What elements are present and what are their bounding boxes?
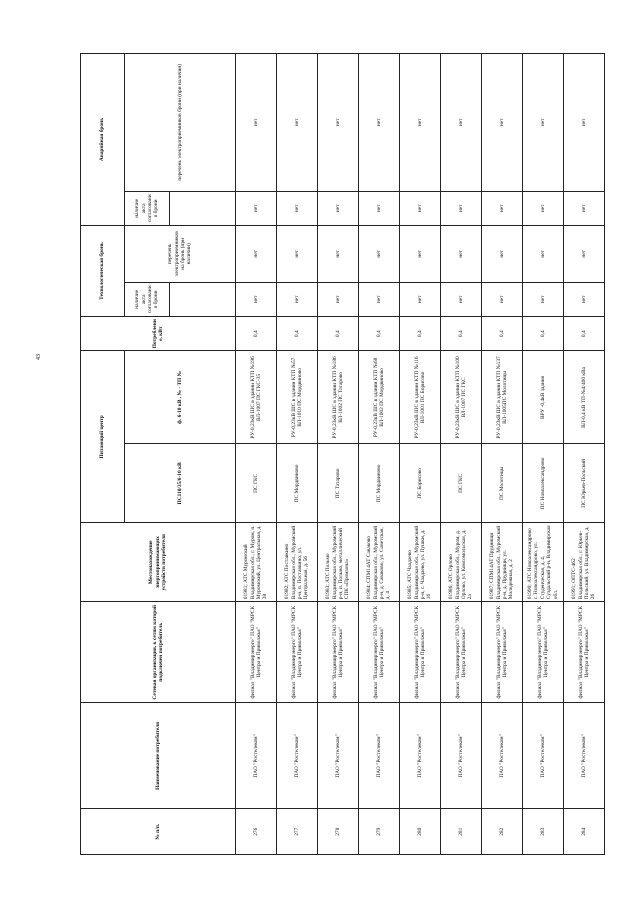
header-emergency-armor: Аварийная бронь bbox=[81, 54, 125, 226]
emergency-act: нет bbox=[523, 191, 564, 225]
power-value: 0,4 bbox=[318, 317, 359, 351]
network-org: филиал "Владимирэнерго" ПАО "МРСК Центра и Приволжья" bbox=[482, 602, 523, 703]
emergency-act: нет bbox=[318, 191, 359, 225]
tech-act: нет bbox=[564, 282, 605, 316]
header-feed-center: Питающий центр bbox=[81, 351, 125, 523]
tech-act: нет bbox=[482, 282, 523, 316]
table-row bbox=[482, 54, 523, 855]
location: 01985; АТС Чаадаево Владимирская обл., Муромский р-н, с. Чаадаево, ул. Пушки, д. 16 bbox=[400, 523, 441, 602]
location: 01990; АТС Новоалександрово с. Новоалександрово, ул. Студенческая, д. 4, Суздальский р-н, Владимирская обл. bbox=[523, 523, 564, 602]
header-num: № п/п. bbox=[81, 809, 236, 855]
network-org: филиал "Владимирэнерго" ПАО "МРСК Центра и Приволжья" bbox=[441, 602, 482, 703]
row-number: 283 bbox=[523, 809, 564, 855]
header-receivers-list-2: перечень электроприемников брони (при наличии) bbox=[125, 54, 236, 192]
feeder-line: РУ-0,23кВ ШС в здании КТП №57 ВЛ-1010 ПС Мордвиново bbox=[277, 351, 318, 444]
emergency-receivers: нет bbox=[400, 54, 441, 192]
tech-receivers: нет bbox=[482, 226, 523, 283]
power-value: 0,4 bbox=[400, 317, 441, 351]
row-number: 281 bbox=[441, 809, 482, 855]
tech-receivers: нет bbox=[318, 226, 359, 283]
header-receivers-list: перечень электроприемников на бронь (при наличии) bbox=[125, 226, 236, 283]
ps-name: ПС Юрьев-Польский bbox=[564, 444, 605, 523]
emergency-receivers: нет bbox=[236, 54, 277, 192]
header-location: Местонахождение энергопринимающих устройств потребителя bbox=[81, 523, 236, 602]
consumer-name: ПАО "Ростелеком" bbox=[277, 703, 318, 809]
ps-name: ПС Молотицы bbox=[482, 444, 523, 523]
feeder-line: РУ-0,23кВ ШС в здании КТП №68 ВЛ-1002 ПС Мордвиново bbox=[359, 351, 400, 444]
header-row-1 bbox=[81, 54, 125, 855]
tech-receivers: нет bbox=[359, 226, 400, 283]
consumer-name: ПАО "Ростелеком" bbox=[441, 703, 482, 809]
power-value: 0,4 bbox=[236, 317, 277, 351]
row-number: 277 bbox=[277, 809, 318, 855]
tech-act: нет bbox=[441, 282, 482, 316]
tech-act: нет bbox=[523, 282, 564, 316]
rotated-table-wrapper bbox=[80, 53, 597, 855]
ps-name: ПС Татарово bbox=[318, 444, 359, 523]
emergency-act: нет bbox=[482, 191, 523, 225]
ps-name: ПС Мордвиново bbox=[359, 444, 400, 523]
feeder-line: РУ-0,23кВ ШС в здании КТП №186 ВЛ-1002 ПС Татарово bbox=[318, 351, 359, 444]
emergency-receivers: нет bbox=[277, 54, 318, 192]
tech-act: нет bbox=[400, 282, 441, 316]
tech-receivers: нет bbox=[236, 226, 277, 283]
ps-name: ПС ГКС bbox=[236, 444, 277, 523]
emergency-receivers: нет bbox=[482, 54, 523, 192]
row-number: 280 bbox=[400, 809, 441, 855]
emergency-receivers: нет bbox=[318, 54, 359, 192]
feeder-line: ВРУ -0,4кВ здания bbox=[523, 351, 564, 444]
consumer-name: ПАО "Ростелеком" bbox=[564, 703, 605, 809]
header-power: Потребление, кВт bbox=[81, 317, 236, 351]
header-spacer bbox=[170, 191, 236, 225]
network-org: филиал "Владимирэнерго" ПАО "МРСК Центра и Приволжья" bbox=[400, 602, 441, 703]
row-number: 282 bbox=[482, 809, 523, 855]
feeder-line: РУ-0,23кВ ШС в здании КТП №116 ВЛ-1001 ПС Борисово bbox=[400, 351, 441, 444]
emergency-act: нет bbox=[564, 191, 605, 225]
page-number: 43 bbox=[36, 354, 42, 360]
tech-receivers: нет bbox=[564, 226, 605, 283]
emergency-receivers: нет bbox=[564, 54, 605, 192]
ps-name: ПС Новоалександрово bbox=[523, 444, 564, 523]
header-act-presence-2: наличие акта согласования брони bbox=[125, 191, 170, 225]
network-org: филиал "Владимирэнерго" ПАО "МРСК Центра и Приволжья" bbox=[564, 602, 605, 703]
power-value: 0,4 bbox=[359, 317, 400, 351]
row-number: 284 bbox=[564, 809, 605, 855]
tech-act: нет bbox=[236, 282, 277, 316]
tech-receivers: нет bbox=[400, 226, 441, 283]
network-org: филиал "Владимирэнерго" ПАО "МРСК Центра и Приволжья" bbox=[359, 602, 400, 703]
row-number: 279 bbox=[359, 809, 400, 855]
power-value: 0,4 bbox=[523, 317, 564, 351]
header-tech-armor: Технологическая бронь bbox=[81, 226, 125, 317]
ps-name: ПС Борисово bbox=[400, 444, 441, 523]
location: 01982; АТС Поставкино Владимирская обл., Муромский р-н, п. Поставкино, ул. Центральная, д. 56 bbox=[277, 523, 318, 602]
row-number: 276 bbox=[236, 809, 277, 855]
header-line-level: ф. 6-10 кВ , № - ТП № bbox=[125, 351, 236, 444]
tech-receivers: нет bbox=[441, 226, 482, 283]
header-ps-level: ПС110/35/6-10 кВ bbox=[125, 444, 236, 523]
location: 01981; АТС Муромский Владимирская обл., г. Муром, п. Муромский, ул. Центральная, д. 38 bbox=[236, 523, 277, 602]
tech-act: нет bbox=[359, 282, 400, 316]
table-row bbox=[564, 54, 605, 855]
table-row bbox=[236, 54, 277, 855]
power-value: 0,4 bbox=[277, 317, 318, 351]
table-row bbox=[441, 54, 482, 855]
ps-name: ПС Мордвиново bbox=[277, 444, 318, 523]
consumer-name: ПАО "Ростелеком" bbox=[400, 703, 441, 809]
table-row bbox=[277, 54, 318, 855]
tech-receivers: нет bbox=[523, 226, 564, 283]
header-spacer bbox=[170, 282, 236, 316]
tech-receivers: нет bbox=[277, 226, 318, 283]
emergency-act: нет bbox=[400, 191, 441, 225]
tech-act: нет bbox=[318, 282, 359, 316]
row-number: 278 bbox=[318, 809, 359, 855]
feeder-line: РУ-0,23кВ ШС в здании КТП №196 ВЛ-1007 ПС ГКС-35 bbox=[236, 351, 277, 444]
feeder-line: РУ-0,23кВ ШС в здании КТП №100 ВЛ-1007 ПС ГКС bbox=[441, 351, 482, 444]
consumer-name: ПАО "Ростелеком" bbox=[236, 703, 277, 809]
consumer-name: ПАО "Ростелеком" bbox=[482, 703, 523, 809]
power-value: 0,4 bbox=[441, 317, 482, 351]
header-act-presence: наличие акта согласования брони bbox=[125, 282, 170, 316]
table-row bbox=[400, 54, 441, 855]
emergency-receivers: нет bbox=[359, 54, 400, 192]
network-org: филиал "Владимирэнерго" ПАО "МРСК Центра и Приволжья" bbox=[236, 602, 277, 703]
feeder-line: РУ-0,23кВ ШС в здании КТП №137 ВЛ-1005ПС Молотицы bbox=[482, 351, 523, 444]
emergency-act: нет bbox=[277, 191, 318, 225]
consumer-table bbox=[80, 53, 605, 855]
emergency-receivers: нет bbox=[523, 54, 564, 192]
header-network-org: Сетевая организация, к сетям которой подключен потребитель bbox=[81, 602, 236, 703]
consumer-name: ПАО "Ростелеком" bbox=[318, 703, 359, 809]
location: 01987; СПМ14АТ Пруднищи Владимирская обл., Муромский р-н, д. Пруднищи, ул. Молодежная, д. 2 bbox=[482, 523, 523, 602]
emergency-act: нет bbox=[359, 191, 400, 225]
tech-act: нет bbox=[277, 282, 318, 316]
power-value: 0,4 bbox=[564, 317, 605, 351]
emergency-receivers: нет bbox=[441, 54, 482, 192]
feeder-line: ВЛ-0,4 кВ ТП-№4/400 кВа bbox=[564, 351, 605, 444]
location: 01983; АТС Польмо Владимирская обл., Муромский р-н, п. Польмо, металлический СПК «Промзона» bbox=[318, 523, 359, 602]
consumer-name: ПАО "Ростелеком" bbox=[359, 703, 400, 809]
header-consumer: Наименование потребителя bbox=[81, 703, 236, 809]
location: 01986; АТС Орлово Владимирская обл., Муром, д. Орлово, ул. Комсомольская, д. 2а bbox=[441, 523, 482, 602]
network-org: филиал "Владимирэнерго" ПАО "МРСК Центра и Приволжья" bbox=[318, 602, 359, 703]
table-body bbox=[236, 54, 605, 855]
table-row bbox=[318, 54, 359, 855]
emergency-act: нет bbox=[441, 191, 482, 225]
network-org: филиал "Владимирэнерго" ПАО "МРСК Центра и Приволжья" bbox=[523, 602, 564, 703]
power-value: 0,4 bbox=[482, 317, 523, 351]
consumer-name: ПАО "Ростелеком" bbox=[523, 703, 564, 809]
location: 01991; ОПТС-462 Владимирская обл., г. Юрьев-Польский, ул. Владимирская, д. 26 bbox=[564, 523, 605, 602]
location: 01984; СПМ14АТ Саваково Владимирская обл., Муромский р-н, д. Саваково, ул. Советская, д. 4 bbox=[359, 523, 400, 602]
table-row bbox=[359, 54, 400, 855]
table-row bbox=[523, 54, 564, 855]
network-org: филиал "Владимирэнерго" ПАО "МРСК Центра и Приволжья" bbox=[277, 602, 318, 703]
ps-name: ПС ГКС bbox=[441, 444, 482, 523]
emergency-act: нет bbox=[236, 191, 277, 225]
